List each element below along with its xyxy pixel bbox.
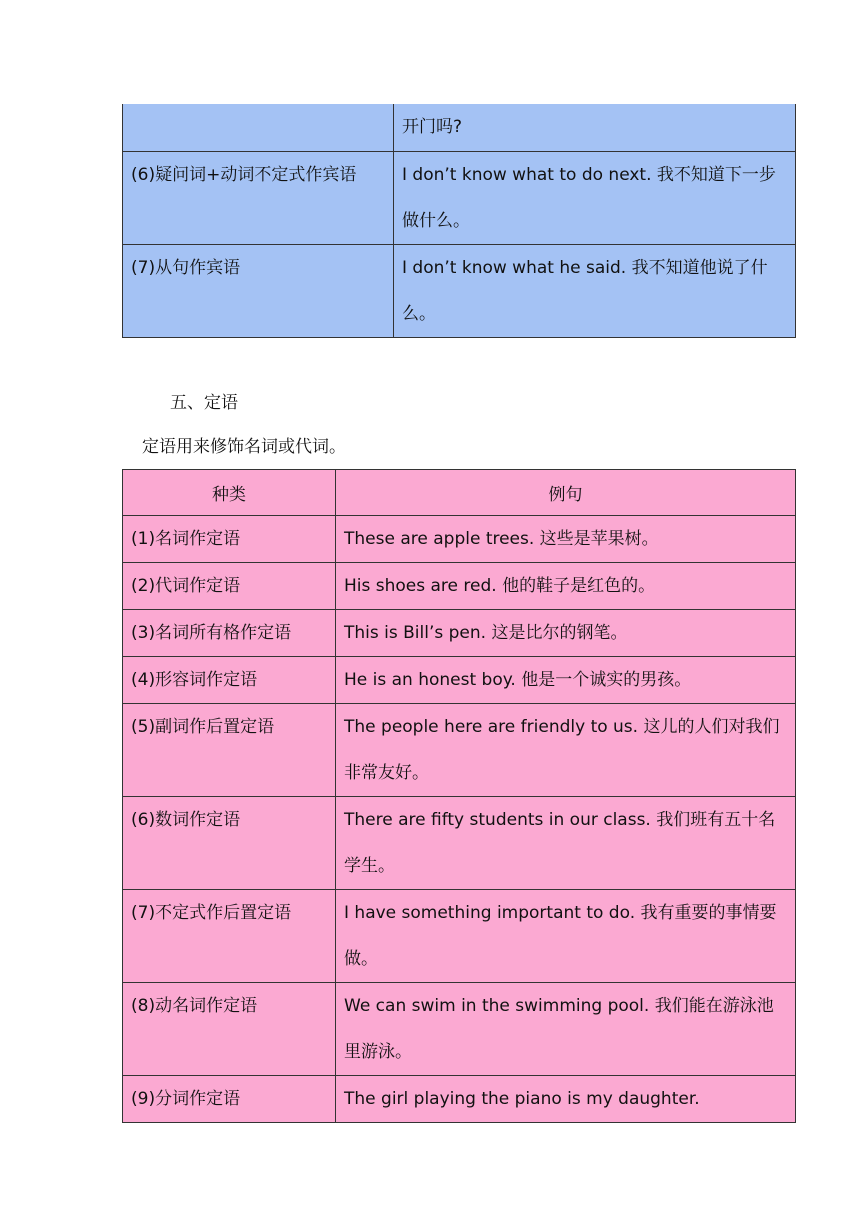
object-table	[122, 104, 796, 338]
example-cell: We can swim in the swimming pool. 我们能在游泳池里游泳。	[336, 983, 796, 1076]
type-cell: (2)代词作定语	[123, 563, 336, 610]
type-cell: (5)副词作后置定语	[123, 704, 336, 797]
type-cell	[123, 104, 394, 151]
example-cell: 开门吗?	[394, 104, 796, 151]
example-cell: The people here are friendly to us. 这儿的人们对我们非常友好。	[336, 704, 796, 797]
table-row	[123, 151, 796, 244]
table-row	[123, 104, 796, 151]
table-header-row	[123, 470, 796, 516]
header-type: 种类	[123, 470, 336, 516]
type-cell: (9)分词作定语	[123, 1076, 336, 1123]
type-cell: (3)名词所有格作定语	[123, 610, 336, 657]
table-row	[123, 983, 796, 1076]
example-cell: This is Bill’s pen. 这是比尔的钢笔。	[336, 610, 796, 657]
example-cell: There are fifty students in our class. 我们班有五十名学生。	[336, 797, 796, 890]
table-row	[123, 704, 796, 797]
table-row	[123, 890, 796, 983]
example-cell: I don’t know what to do next. 我不知道下一步做什么。	[394, 151, 796, 244]
type-cell: (7)不定式作后置定语	[123, 890, 336, 983]
example-cell: I don’t know what he said. 我不知道他说了什么。	[394, 244, 796, 337]
type-cell: (4)形容词作定语	[123, 657, 336, 704]
table-row	[123, 797, 796, 890]
example-cell: He is an honest boy. 他是一个诚实的男孩。	[336, 657, 796, 704]
header-example: 例句	[336, 470, 796, 516]
table-row	[123, 244, 796, 337]
example-cell: I have something important to do. 我有重要的事情要做。	[336, 890, 796, 983]
type-cell: (6)疑问词+动词不定式作宾语	[123, 151, 394, 244]
example-cell: His shoes are red. 他的鞋子是红色的。	[336, 563, 796, 610]
table-row	[123, 657, 796, 704]
table-row	[123, 516, 796, 563]
type-cell: (1)名词作定语	[123, 516, 336, 563]
example-cell: The girl playing the piano is my daughter.	[336, 1076, 796, 1123]
attributive-table	[122, 469, 796, 1123]
section-heading: 五、定语	[170, 393, 238, 413]
type-cell: (6)数词作定语	[123, 797, 336, 890]
section-description: 定语用来修饰名词或代词。	[142, 437, 346, 457]
table-row	[123, 1076, 796, 1123]
example-cell: These are apple trees. 这些是苹果树。	[336, 516, 796, 563]
type-cell: (8)动名词作定语	[123, 983, 336, 1076]
table-row	[123, 563, 796, 610]
table-row	[123, 610, 796, 657]
type-cell: (7)从句作宾语	[123, 244, 394, 337]
